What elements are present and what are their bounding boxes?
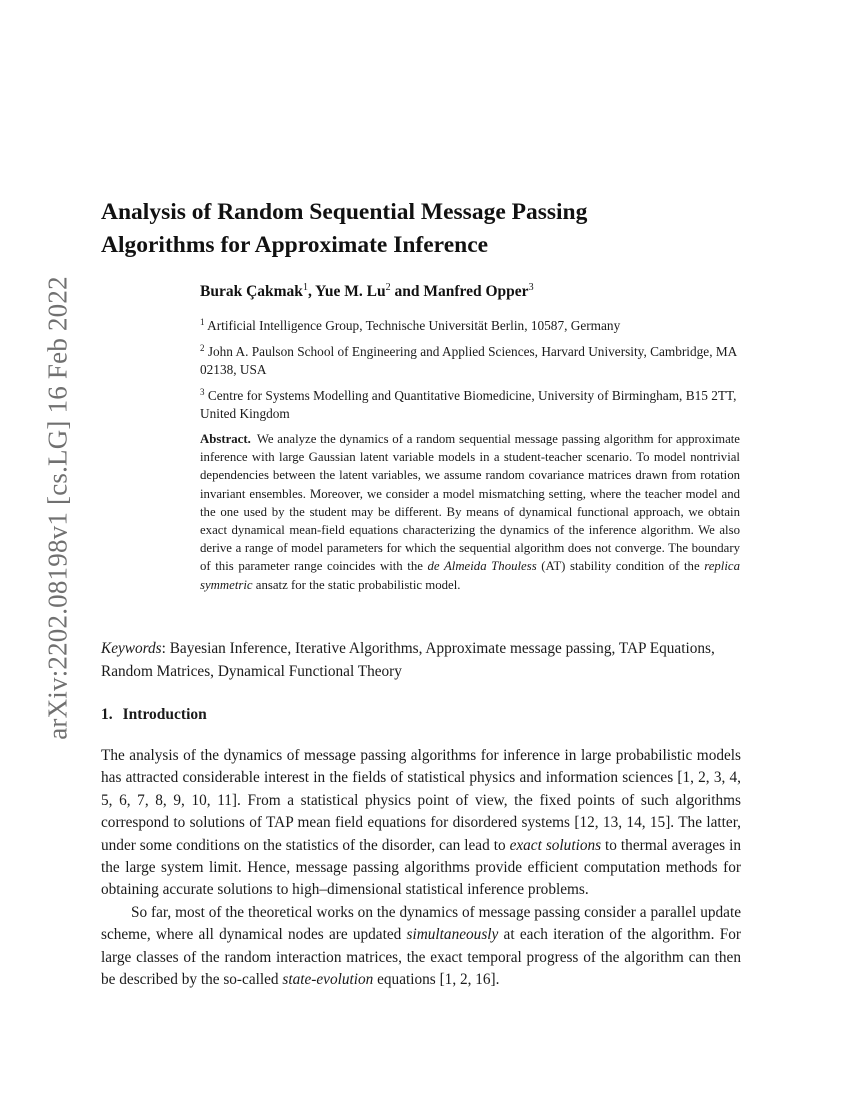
keywords-label: Keywords (101, 640, 162, 657)
affiliation-mark: 2 (200, 342, 205, 353)
body-text (101, 745, 741, 991)
affiliation-mark: 3 (200, 386, 205, 397)
affiliation-item (200, 313, 740, 336)
paper-title (101, 196, 741, 262)
body-text-run: equations [1, 2, 16]. (373, 971, 500, 989)
section-heading (101, 706, 207, 724)
abstract-text: We analyze the dynamics of a random sequential message passing algorithm for approximate inference with large Gaussian latent variable models in a student-teacher scenario. To model nontrivial dependencies between the latent variables, we assume random covariance matrices drawn from rotation invariant ensembles. Moreover, we consider a model mismatching setting, where the teacher model and the one used by the student may be different. By means of dynamical functional approach, we obtain exact dynamical mean-field equations characterizing the dynamics of the inference algorithm. We also derive a range of model parameters for which the sequential algorithm does not converge. The boundary of this parameter range coincides with the (200, 432, 740, 574)
affiliation-item (200, 383, 740, 424)
author-list (200, 282, 534, 301)
affiliation-list (200, 313, 740, 427)
arxiv-identifier-stamp: arXiv:2202.08198v1 [cs.LG] 16 Feb 2022 (42, 276, 73, 740)
body-paragraph-1 (101, 745, 741, 902)
body-text-run: So far, most of the theoretical works on the dynamics of message passing consider a parallel update scheme, where all dynamical nodes are updated (101, 903, 741, 944)
author-separator: and (390, 283, 424, 300)
affiliation-text: John A. Paulson School of Engineering and Applied Sciences, Harvard University, Cambridge, MA 02138, USA (200, 343, 737, 377)
section-title: Introduction (122, 706, 207, 723)
affiliation-item (200, 339, 740, 380)
body-text-run: to thermal averages in the large system limit. Hence, message passing algorithms provide efficient computation methods for obtaining accurate solutions to high–dimensional statistical inference problems. (101, 836, 741, 899)
abstract-block (200, 430, 740, 594)
title-line-2: Algorithms for Approximate Inference (101, 232, 489, 258)
affiliation-text: Centre for Systems Modelling and Quantitative Biomedicine, University of Birmingham, B15 2TT, United Kingdom (200, 387, 737, 421)
body-text-run: at each iteration of the algorithm. For large classes of the random interaction matrices, the exact temporal progress of the algorithm can then be described by the so-called (101, 926, 741, 989)
affiliation-mark: 1 (302, 282, 308, 293)
body-emphasis: state-evolution (282, 971, 374, 989)
author-name: Burak Çakmak (200, 283, 303, 300)
affiliation-mark: 1 (200, 317, 205, 327)
affiliation-text: Artificial Intelligence Group, Technische Universität Berlin, 10587, Germany (207, 318, 621, 333)
author-separator: , (307, 283, 316, 300)
body-paragraph-2 (101, 902, 741, 992)
keywords-block (101, 638, 741, 683)
body-emphasis: simultaneously (406, 926, 499, 944)
abstract-paragraph (200, 430, 740, 594)
body-text-run: The analysis of the dynamics of message passing algorithms for inference in large probabilistic models has attracted considerable interest in the fields of statistical physics and information sciences [1, 2, 3, 4, 5, 6, 7, 8, 9, 10, 11]. From a statistical physics point of view, the fixed points of such algorithms correspond to solutions of TAP mean field equations for disordered systems [12, 13, 14, 15]. The latter, under some conditions on the statistics of the disorder, can lead to (101, 747, 741, 854)
affiliation-mark: 2 (385, 282, 391, 293)
author-name: Manfred Opper (423, 283, 529, 300)
affiliation-mark: 3 (528, 282, 534, 293)
abstract-emphasis: de Almeida Thouless (427, 559, 537, 574)
title-line-1: Analysis of Random Sequential Message Passing (101, 199, 588, 225)
keywords-text: : Bayesian Inference, Iterative Algorithms, Approximate message passing, TAP Equations, Random Matrices, Dynamical Functional Theory (101, 640, 715, 680)
abstract-text: ansatz for the static probabilistic model. (252, 577, 461, 592)
abstract-text: (AT) stability condition of the (536, 559, 705, 574)
author-name: Yue M. Lu (315, 283, 386, 300)
abstract-label: Abstract. (200, 432, 251, 446)
keywords-paragraph (101, 638, 741, 683)
section-number: 1. (101, 706, 113, 723)
abstract-emphasis: replica symmetric (200, 559, 740, 592)
body-emphasis: exact solutions (509, 836, 602, 854)
